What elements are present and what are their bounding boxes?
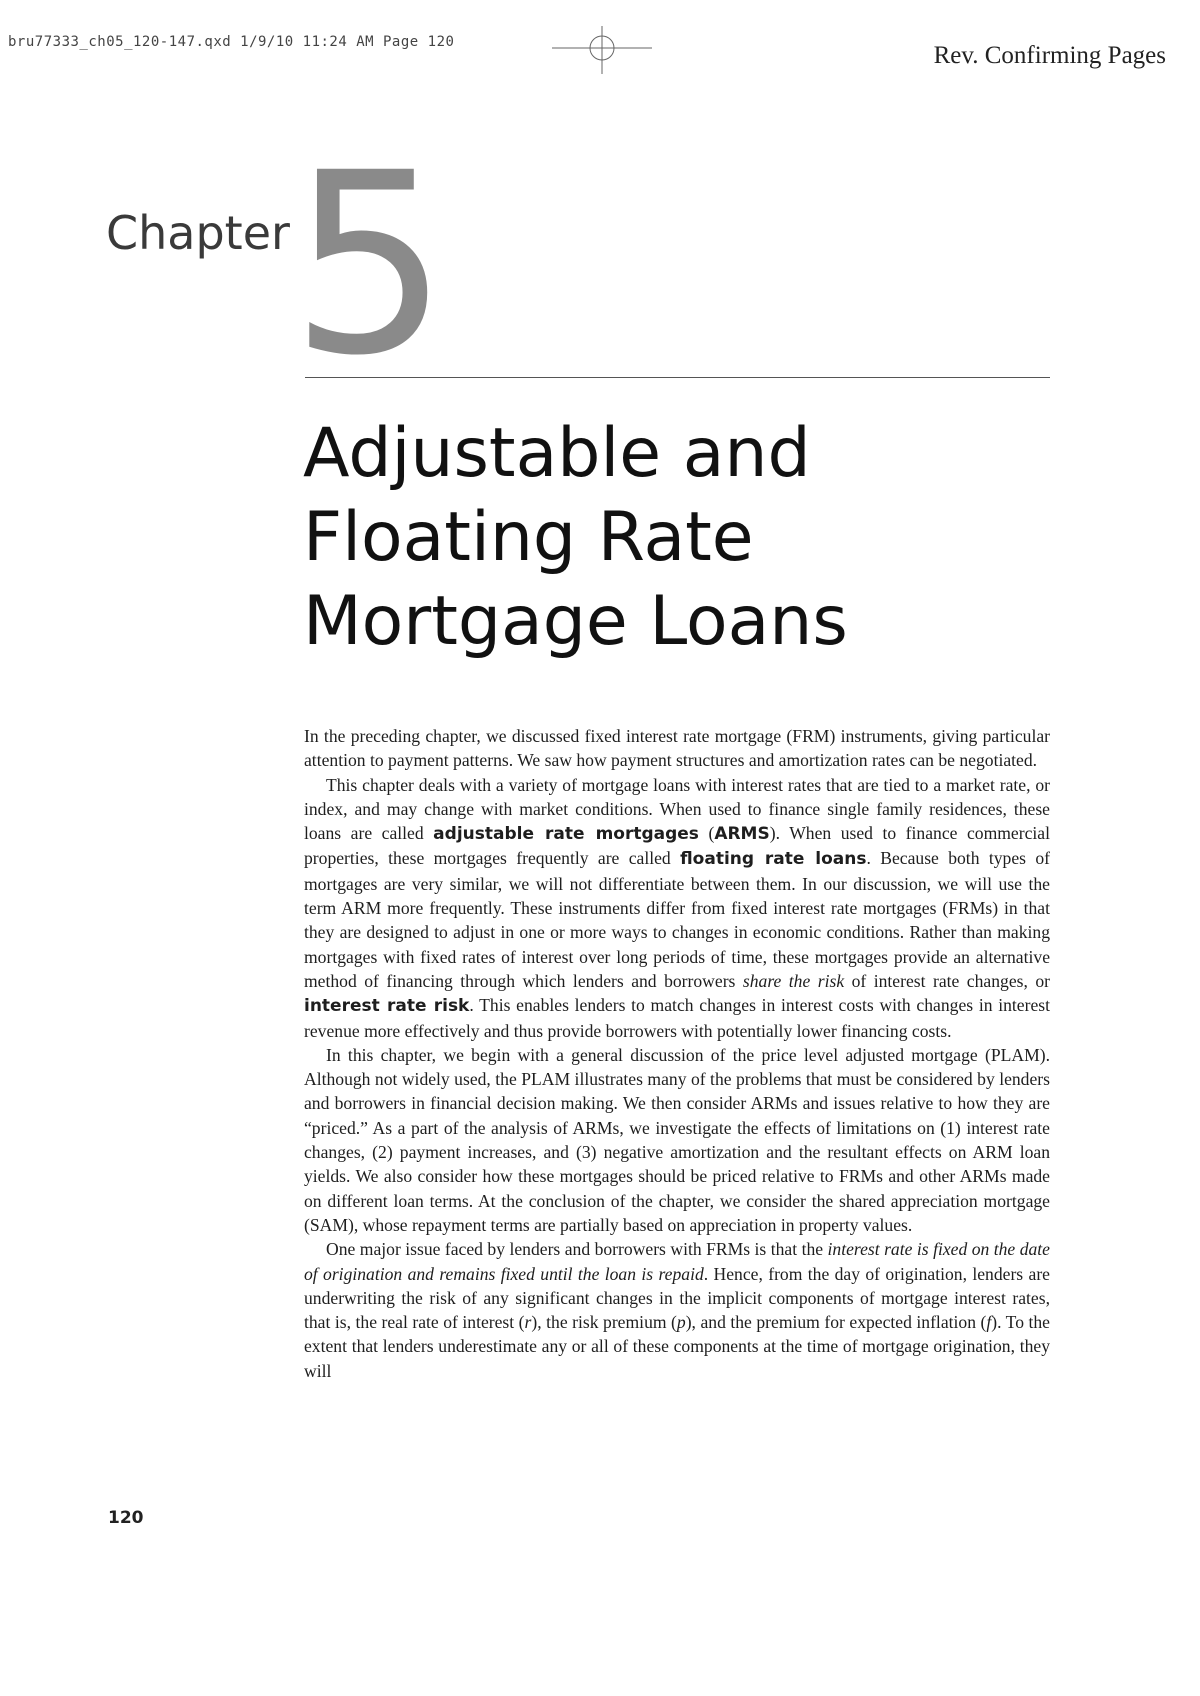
paragraph-1: In the preceding chapter, we discussed fixed interest rate mortgage (FRM) instruments, giving particular attention to payment patterns. We saw how payment structures and amortization rates can be negotiated. xyxy=(304,726,1050,771)
emphasis-share-the-risk: share the risk xyxy=(742,970,845,991)
chapter-body-text xyxy=(304,724,1050,1383)
text-run: ), the risk premium ( xyxy=(531,1312,677,1333)
chapter-title-line-2: Floating Rate xyxy=(303,498,754,577)
chapter-number: 5 xyxy=(290,119,450,410)
paragraph-4 xyxy=(304,1237,1050,1383)
print-slug-line: bru77333_ch05_120-147.qxd 1/9/10 11:24 AM Page 120 xyxy=(8,34,455,50)
paragraph-3: In this chapter, we begin with a general discussion of the price level adjusted mortgage (PLAM). Although not widely used, the PLAM illustrates many of the problems that must be considered by lenders and borrowers in financial decision making. We then consider ARMs and issues relative to how they are “priced.” As a part of the analysis of ARMs, we investigate the effects of limitations on (1) interest rate changes, (2) payment increases, and (3) negative amortization and the resultant effects on ARM loan yields. We also consider how these mortgages should be priced relative to FRMs and other ARMs made on different loan terms. At the conclusion of the chapter, we consider the shared appreciation mortgage (SAM), whose repayment terms are partially based on appreciation in property values. xyxy=(304,1044,1050,1235)
chapter-label: Chapter xyxy=(106,206,290,260)
chapter-title-line-1: Adjustable and xyxy=(303,414,811,493)
key-term-floating-rate-loans: floating rate loans xyxy=(680,849,867,870)
emphasis-fixed-rate: interest rate is fixed on the date of origination and remains fixed until the loan is repaid xyxy=(304,1239,1050,1284)
text-run: . This enables lenders to match changes in interest costs with changes in interest revenue more effectively and thus provide borrowers with potentially lower financing costs. xyxy=(304,995,1050,1041)
text-run: One major issue faced by lenders and borrowers with FRMs is that the xyxy=(326,1239,828,1260)
chapter-title xyxy=(303,412,1063,664)
page-number: 120 xyxy=(108,1508,144,1528)
key-term-interest-rate-risk: interest rate risk xyxy=(304,996,470,1017)
key-term-arms: ARMS xyxy=(714,824,770,845)
text-run: ). When used to finance commercial properties, these mortgages frequently are called xyxy=(304,823,1050,869)
chapter-title-line-3: Mortgage Loans xyxy=(303,582,848,661)
revision-status: Rev. Confirming Pages xyxy=(933,42,1166,69)
chapter-divider-rule xyxy=(305,377,1050,378)
symbol-f: f xyxy=(986,1312,992,1333)
text-run: ), and the premium for expected inflation ( xyxy=(685,1312,987,1333)
text-run: . Because both types of mortgages are very similar, we will not differentiate between them. In our discussion, we will use the term ARM more frequently. These instruments differ from fixed interest rate mortgages (FRMs) in that they are designed to adjust in one or more ways to changes in economic conditions. Rather than making mortgages with fixed rates of interest over long periods of time, these mortgages provide an alternative method of financing through which lenders and borrowers xyxy=(304,848,1050,991)
symbol-p: p xyxy=(676,1312,686,1333)
registration-mark-icon xyxy=(552,26,652,76)
paragraph-2 xyxy=(304,773,1050,1043)
text-run: ). To the extent that lenders underestimate any or all of these components at the time of mortgage origination, they will xyxy=(304,1312,1050,1381)
key-term-adjustable-rate-mortgages: adjustable rate mortgages xyxy=(433,824,699,845)
text-run: This chapter deals with a variety of mortgage loans with interest rates that are tied to a market rate, or index, and may change with market conditions. When used to finance single family residences, these loans are called xyxy=(304,774,1050,844)
text-run: of interest rate changes, or xyxy=(844,970,1050,991)
symbol-r: r xyxy=(524,1312,532,1333)
text-run: . Hence, from the day of origination, lenders are underwriting the risk of any significant changes in the implicit components of mortgage interest rates, that is, the real rate of interest ( xyxy=(304,1263,1050,1333)
text-run: ( xyxy=(698,823,715,844)
